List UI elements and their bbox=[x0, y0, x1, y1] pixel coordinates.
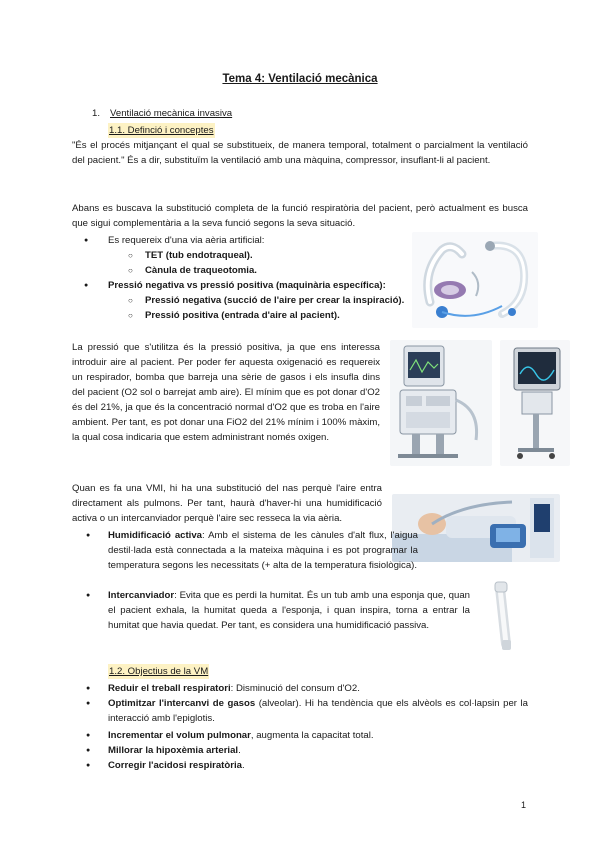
section-label: Ventilació mecànica invasiva bbox=[110, 108, 233, 119]
list-item: ● Millorar la hipoxèmia arterial. bbox=[108, 743, 528, 758]
page-title: Tema 4: Ventilació mecànica bbox=[222, 73, 378, 85]
subsection-heading-1-1: 1.1. Definció i conceptes bbox=[109, 125, 214, 136]
subsection-heading-1-2: 1.2. Objectius de la VM bbox=[109, 666, 209, 677]
heat-moisture-exchanger-image bbox=[484, 578, 530, 656]
list-item: ● Optimitzar l'intercanvi de gasos (alveolar). Hi ha tendència que els alvèols es col·lapsin per la interacció amb l'epiglotis. bbox=[108, 696, 528, 726]
tracheal-tube-image bbox=[412, 232, 538, 328]
section-number: 1. bbox=[92, 108, 101, 119]
list-item: ● Incrementar el volum pulmonar, augmenta la capacitat total. bbox=[108, 728, 528, 743]
intro-paragraph: Abans es buscava la substitució completa de la funció respiratòria del pacient, però actualment es busca que sigui complementària a la seva funció segons la seva situació. bbox=[72, 203, 528, 229]
list-item: ● Humidificació activa: Amb el sistema de les cànules d'alt flux, l'aigua destil·lada està connectada a la mateixa màquina i es pot programar la temperatura segons les necessitats (+ alta de la temperatura fisiològica). bbox=[108, 528, 418, 573]
page-number: 1 bbox=[520, 800, 526, 810]
ventilator-image-2 bbox=[500, 340, 570, 466]
list-item: ● Intercanviador: Evita que es perdi la humitat. És un tub amb una esponja que, quan el pacient exhala, la humitat queda a l'esponja, i quan inspira, torna a entrar la humitat que havia quedat. Per tant, es considera una humidificació passiva. bbox=[108, 588, 470, 633]
humidification-paragraph: Quan es fa una VMI, hi ha una substitució del nas perquè l'aire entra directament als pulmons. Per tant, haurà d'haver-hi una humidificació activa o un intercanviador perquè l'aire sec resseca la via aèria. bbox=[72, 483, 382, 524]
ventilator-image-1 bbox=[390, 340, 492, 466]
section-heading-1 bbox=[92, 106, 232, 121]
list-item: ● Corregir l'acidosi respiratòria. bbox=[108, 758, 528, 773]
definition-paragraph: "És el procés mitjançant el qual se substitueix, de manera temporal, totalment o parcialment la ventilació del pacient." És a dir, substituïm la ventilació amb una màquina, compressor, insuflant-li al pacient. bbox=[72, 140, 528, 166]
list-item: ● Reduir el treball respiratori: Disminució del consum d'O2. bbox=[108, 681, 528, 696]
pressure-paragraph: La pressió que s'utilitza és la pressió positiva, ja que ens interessa introduir aire al pacient. Per poder fer aquesta oxigenació es requereix un respirador, bomba que barreja una sèrie de gasos i els insufla dins del pacient (O2 sol o barrejat amb aire). El mínim que es pot donar d'O2 és del 21%, ja que és la concentració normal d'O2 que es troba en l'aire ambient. Per tant, es pot donar una FiO2 del 21% mínim i 100% màxim, la qual cosa indicaria que estem administrant només oxigen. bbox=[72, 342, 380, 443]
